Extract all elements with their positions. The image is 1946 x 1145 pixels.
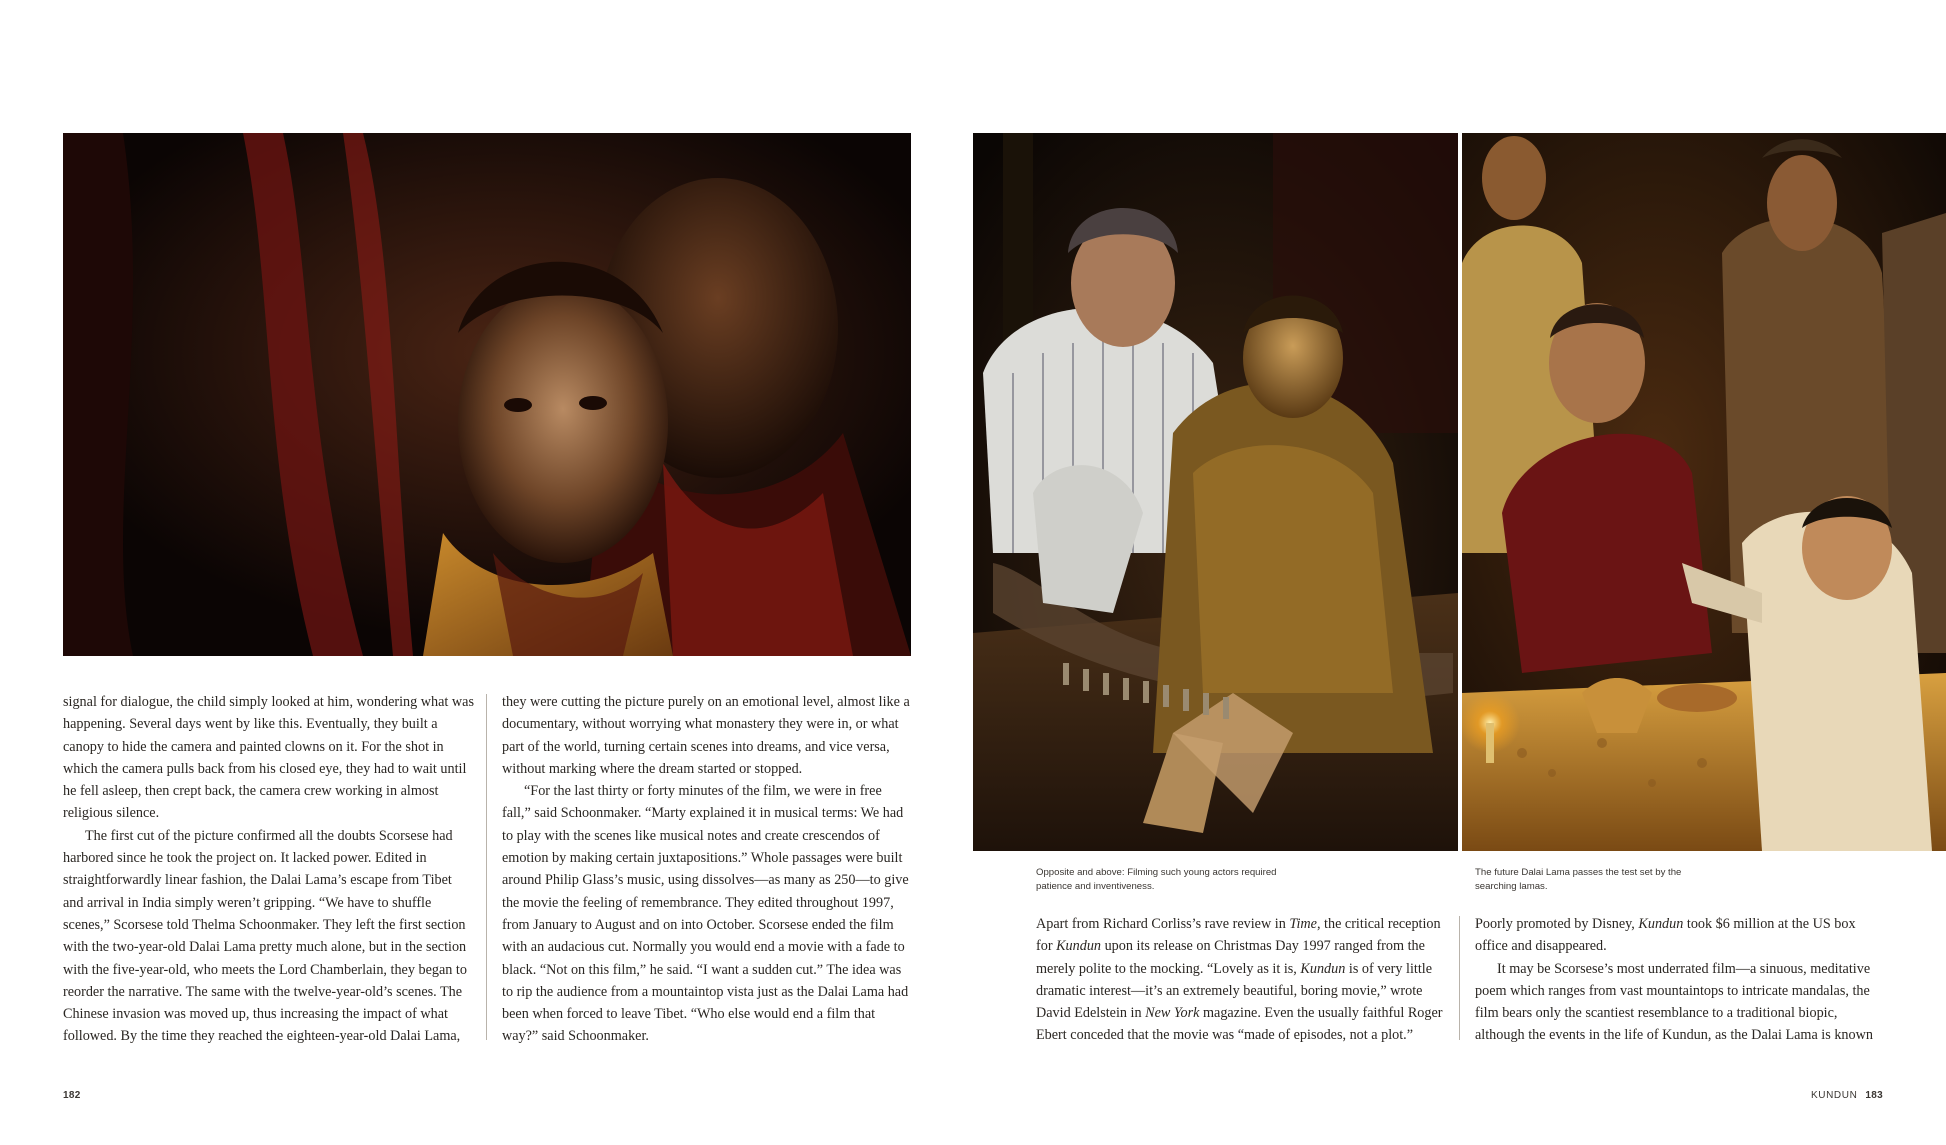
right-page-column-1 [1036, 913, 1448, 1047]
young-monks-photo [63, 133, 911, 656]
photo-caption-left [1036, 866, 1286, 894]
caption-text: The future Dalai Lama passes the test set by the searching lamas. [1475, 867, 1682, 892]
director-filming-photo [973, 133, 1458, 851]
left-page-column-1 [63, 691, 475, 1048]
right-page-column-2 [1475, 913, 1887, 1047]
left-page-column-2 [502, 691, 912, 1048]
text-run: Poorly promoted by Disney, [1475, 916, 1639, 932]
caption-text: Opposite and above: Filming such young actors required patience and inventiveness. [1036, 867, 1277, 892]
paragraph: they were cutting the picture purely on an emotional level, almost like a documentary, without worrying what monastery they were in, or what part of the world, turning certain scenes into dreams, and vice versa, without marking where the dream started or stopped. [502, 694, 910, 777]
column-rule [486, 694, 487, 1040]
text-run: Apart from Richard Corliss’s rave review in [1036, 916, 1290, 932]
page-number: 183 [1865, 1090, 1883, 1101]
text-run: took $6 million at the US box office and disappeared. [1475, 916, 1856, 955]
page-number: 182 [63, 1090, 81, 1101]
magazine-title: Time [1289, 916, 1317, 932]
paragraph: It may be Scorsese’s most underrated film—a sinuous, meditative poem which ranges from vast mountaintops to intricate mandalas, the film bears only the scantiest resemblance to a traditional biopic, although the events in the life of Kundun, as the Dalai Lama is known [1475, 960, 1873, 1044]
text-run: upon its release on Christmas Day 1997 ranged from the merely polite to the mocking. “Lovely as it is, [1036, 938, 1425, 977]
text-run: magazine. Even the usually faithful Roger Ebert conceded that the movie was “made of episodes, not a plot.” [1036, 1005, 1443, 1044]
right-folio [1811, 1090, 1883, 1101]
paragraph [1036, 913, 1448, 1047]
running-head: KUNDUN [1811, 1090, 1858, 1101]
film-title: Kundun [1638, 916, 1684, 932]
column-rule [1459, 916, 1460, 1040]
text-run: , the critical reception for [1036, 916, 1441, 955]
magazine-title: New York [1145, 1005, 1200, 1022]
searching-lamas-photo [1462, 133, 1946, 851]
paragraph: signal for dialogue, the child simply looked at him, wondering what was happening. Several days went by like this. Eventually, they built a canopy to hide the camera and painted clowns on it. For the shot in which the camera pulls back from his closed eye, they had to wait until he fell asleep, then crept back, the camera crew working in almost religious silence. [63, 694, 474, 822]
left-folio [63, 1090, 81, 1101]
film-title: Kundun [1300, 960, 1346, 977]
paragraph: “For the last thirty or forty minutes of the film, we were in free fall,” said Schoonmaker. “Marty explained it in musical terms: We had to play with the scenes like musical notes and create crescendos of emotion by making certain juxtapositions.” Whole passages were built around Philip Glass’s music, using dissolves—as many as 250—to give the movie the feeling of remembrance. They edited throughout 1997, from January to August and on into October. Scorsese ended the film with an audacious cut. Normally you would end a movie with a fade to black. “Not on this film,” he said. “I want a sudden cut.” The idea was to rip the audience from a mountaintop vista just as the Dalai Lama had been when forced to leave Tibet. “Who else would end a film that way?” said Schoonmaker. [502, 783, 909, 1045]
paragraph: The first cut of the picture confirmed all the doubts Scorsese had harbored since he took the project on. It lacked power. Edited in straightforwardly linear fashion, the Dalai Lama’s escape from Tibet and arrival in India simply weren’t gripping. “We have to shuffle scenes,” Scorsese told Thelma Schoonmaker. They left the first section with the two-year-old Dalai Lama pretty much alone, but in the section with the five-year-old, who meets the Lord Chamberlain, they began to reorder the narrative. The same with the twelve-year-old’s scenes. The Chinese invasion was moved up, thus increasing the impact of what followed. By the time they reached the eighteen-year-old Dalai Lama, [63, 827, 467, 1045]
photo-caption-right [1475, 866, 1705, 894]
paragraph [1475, 913, 1887, 958]
film-title: Kundun [1056, 938, 1102, 955]
text-run: is of very little dramatic interest—it’s an extremely beautiful, boring movie,” wrote David Edelstein in [1036, 960, 1433, 1022]
